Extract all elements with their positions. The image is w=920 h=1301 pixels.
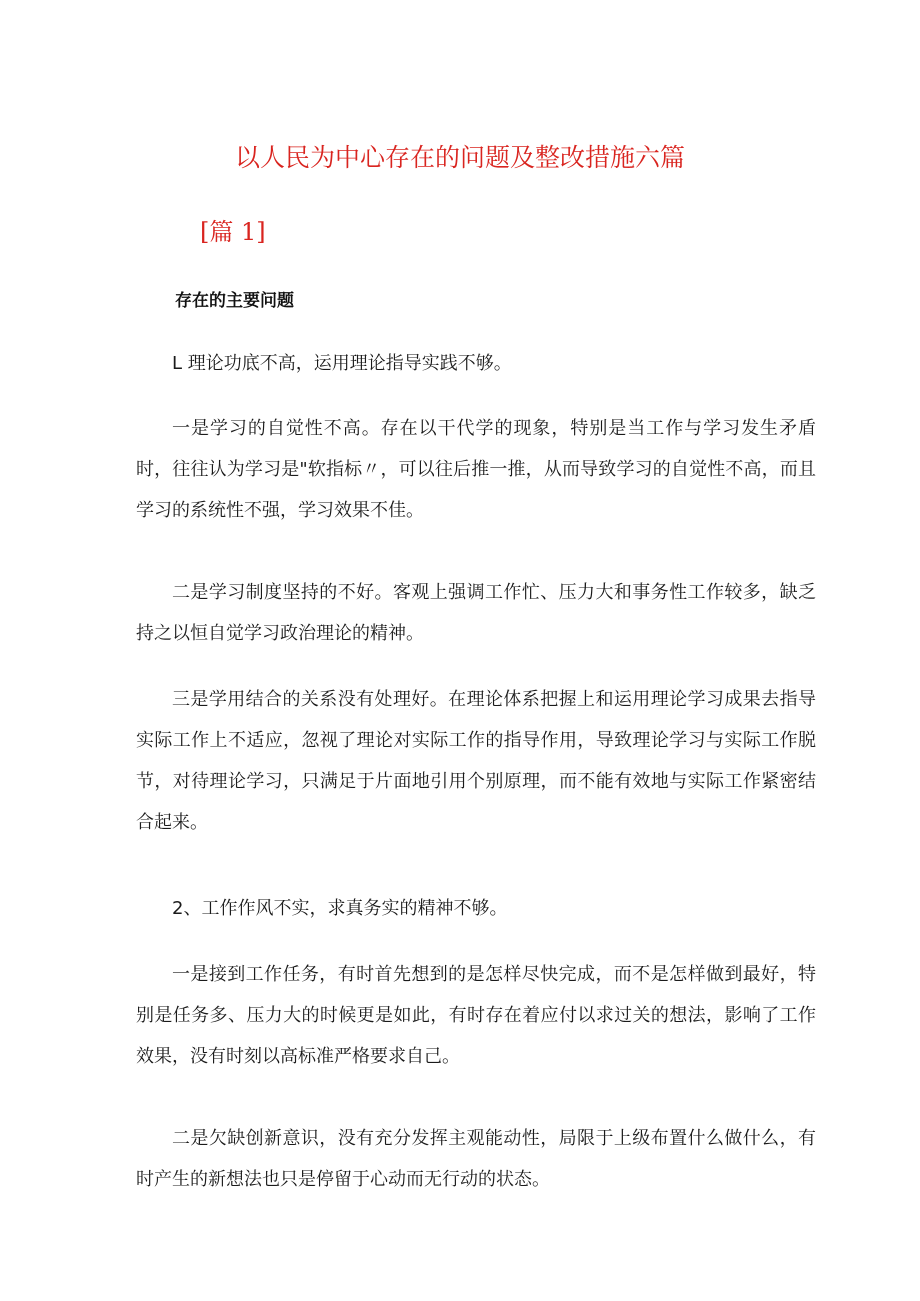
paragraph-item-heading-2: 2、工作作风不实，求真务实的精神不够。 xyxy=(172,898,508,919)
section-subheading: 存在的主要问题 xyxy=(175,291,294,311)
paragraph-theory-practice: 三是学用结合的关系没有处理好。在理论体系把握上和运用理论学习成果去指导实际工作上不适应，忽视了理论对实际工作的指导作用，导致理论学习与实际工作脱节，对待理论学习，只满足于片面地引用个别原理，而不能有效地与实际工作紧密结合起来。 xyxy=(136,689,816,833)
paragraph-item-heading-1: L 理论功底不高，运用理论指导实践不够。 xyxy=(172,353,512,374)
document-title: 以人民为中心存在的问题及整改措施六篇 xyxy=(234,143,685,172)
section-marker: [篇 1] xyxy=(200,218,266,246)
paragraph-study-consciousness: 一是学习的自觉性不高。存在以干代学的现象，特别是当工作与学习发生矛盾时，往往认为学习是"软指标〃，可以往后推一推，从而导致学习的自觉性不高，而且学习的系统性不强，学习效果不佳。 xyxy=(136,418,816,521)
paragraph-study-system: 二是学习制度坚持的不好。客观上强调工作忙、压力大和事务性工作较多，缺乏持之以恒自觉学习政治理论的精神。 xyxy=(136,582,816,644)
paragraph-innovation: 二是欠缺创新意识，没有充分发挥主观能动性，局限于上级布置什么做什么，有时产生的新想法也只是停留于心动而无行动的状态。 xyxy=(136,1128,816,1190)
paragraph-task-attitude: 一是接到工作任务，有时首先想到的是怎样尽快完成，而不是怎样做到最好，特别是任务多、压力大的时候更是如此，有时存在着应付以求过关的想法，影响了工作效果，没有时刻以高标准严格要求自己。 xyxy=(136,964,816,1067)
